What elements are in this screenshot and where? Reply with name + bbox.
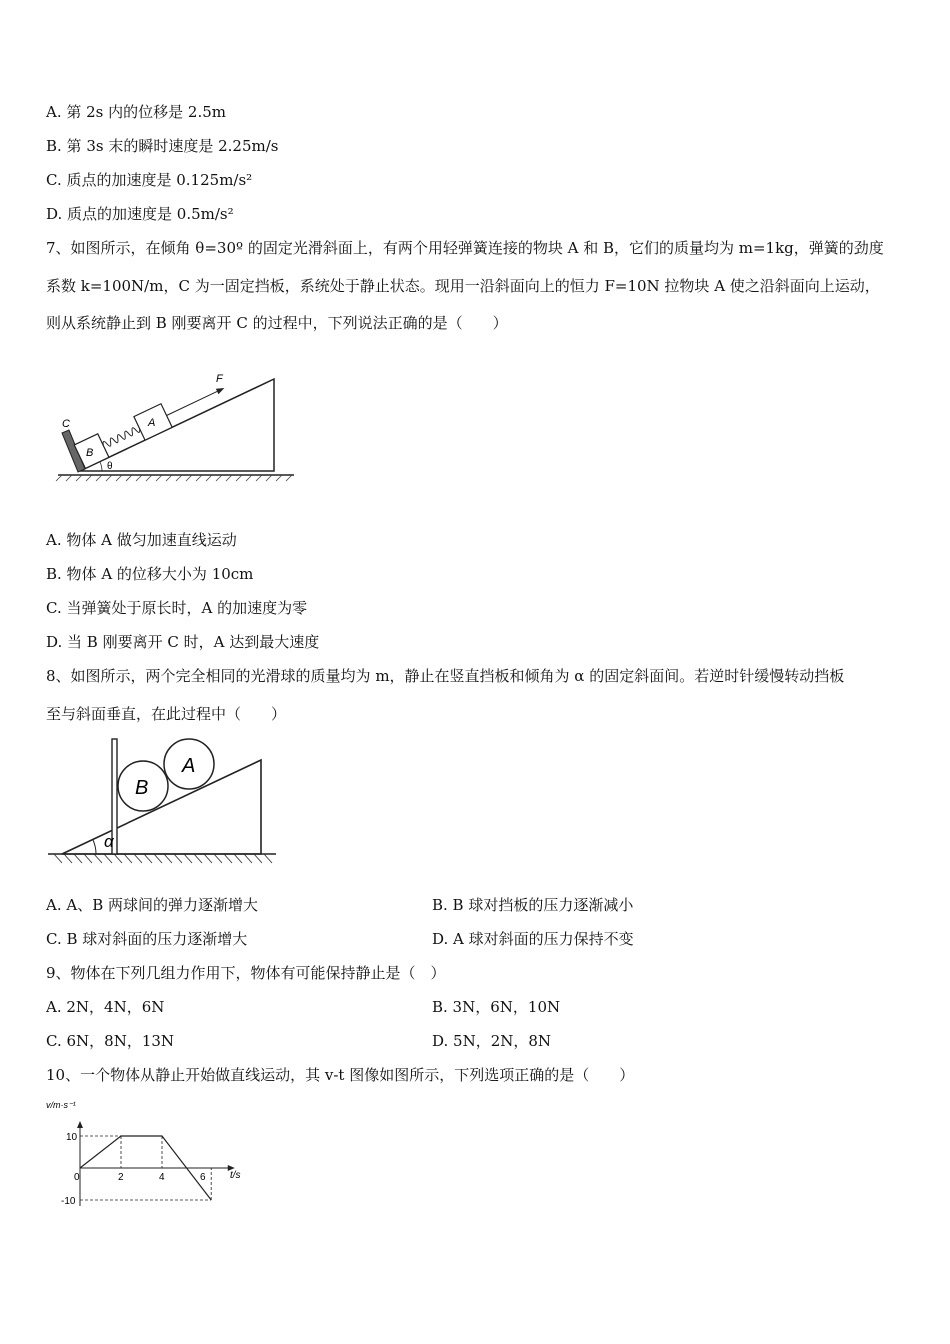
label-b: B — [86, 447, 94, 459]
label-f: F — [216, 373, 223, 385]
chart-x-tick-label: 2 — [118, 1172, 124, 1183]
q10-stem: 10、一个物体从静止开始做直线运动，其 v-t 图像如图所示，下列选项正确的是（ ） — [46, 1066, 635, 1084]
q7-stem-line2: 系数 k=100N/m，C 为一固定挡板，系统处于静止状态。现用一沿斜面向上的恒力 F=10N 拉物块 A 使之沿斜面向上运动， — [46, 277, 880, 295]
q7-stem-line1: 7、如图所示，在倾角 θ=30º 的固定光滑斜面上，有两个用轻弹簧连接的物块 A 和 B，它们的质量均为 m=1kg，弹簧的劲度 — [46, 239, 884, 257]
q9-stem: 9、物体在下列几组力作用下，物体有可能保持静止是（ ） — [46, 964, 446, 982]
ball-a-label: A — [182, 755, 196, 777]
chart-y-tick-label: -10 — [61, 1196, 76, 1207]
q7-option-b: B. 物体 A 的位移大小为 10cm — [46, 565, 254, 583]
q9-option-d: D. 5N，2N，8N — [432, 1032, 552, 1050]
q9-option-c: C. 6N，8N，13N — [46, 1032, 175, 1050]
q7-stem-line3: 则从系统静止到 B 刚要离开 C 的过程中，下列说法正确的是（ ） — [46, 314, 508, 332]
q8-stem-line2: 至与斜面垂直，在此过程中（ ） — [46, 705, 287, 723]
q10-vt-chart — [40, 1092, 260, 1212]
chart-y-tick-label: 10 — [66, 1132, 78, 1143]
q7-option-c: C. 当弹簧处于原长时，A 的加速度为零 — [46, 599, 308, 617]
chart-x-axis-label: t/s — [230, 1170, 241, 1181]
q8-option-b: B. B 球对挡板的压力逐渐减小 — [432, 896, 634, 914]
q9-option-a: A. 2N，4N，6N — [46, 998, 165, 1016]
q8-option-a: A. A、B 两球间的弹力逐渐增大 — [46, 896, 258, 914]
q6-option-c: C. 质点的加速度是 0.125m/s² — [46, 171, 253, 189]
q8-option-d: D. A 球对斜面的压力保持不变 — [432, 930, 634, 948]
label-a: A — [148, 417, 156, 429]
q6-option-b: B. 第 3s 末的瞬时速度是 2.25m/s — [46, 137, 279, 155]
q7-option-a: A. 物体 A 做匀加速直线运动 — [46, 531, 237, 549]
q8-option-c: C. B 球对斜面的压力逐渐增大 — [46, 930, 248, 948]
chart-x-tick-label: 0 — [74, 1172, 80, 1183]
q7-incline-figure — [50, 365, 300, 485]
q9-option-b: B. 3N，6N，10N — [432, 998, 561, 1016]
q8-balls-figure — [44, 733, 284, 868]
chart-y-axis-label: v/m·s⁻¹ — [46, 1100, 76, 1110]
alpha-label: α — [104, 832, 114, 851]
q6-option-d: D. 质点的加速度是 0.5m/s² — [46, 205, 234, 223]
q8-stem-line1: 8、如图所示，两个完全相同的光滑球的质量均为 m，静止在竖直挡板和倾角为 α 的固定斜面间。若逆时针缓慢转动挡板 — [46, 667, 845, 685]
chart-y-axis-arrow — [77, 1121, 83, 1128]
q7-option-d: D. 当 B 刚要离开 C 时，A 达到最大速度 — [46, 633, 320, 651]
ball-b-label: B — [135, 777, 149, 799]
q6-option-a: A. 第 2s 内的位移是 2.5m — [46, 103, 226, 121]
chart-x-tick-label: 6 — [200, 1172, 206, 1183]
label-theta: θ — [107, 461, 113, 472]
label-c: C — [62, 418, 70, 430]
chart-x-tick-label: 4 — [159, 1172, 165, 1183]
